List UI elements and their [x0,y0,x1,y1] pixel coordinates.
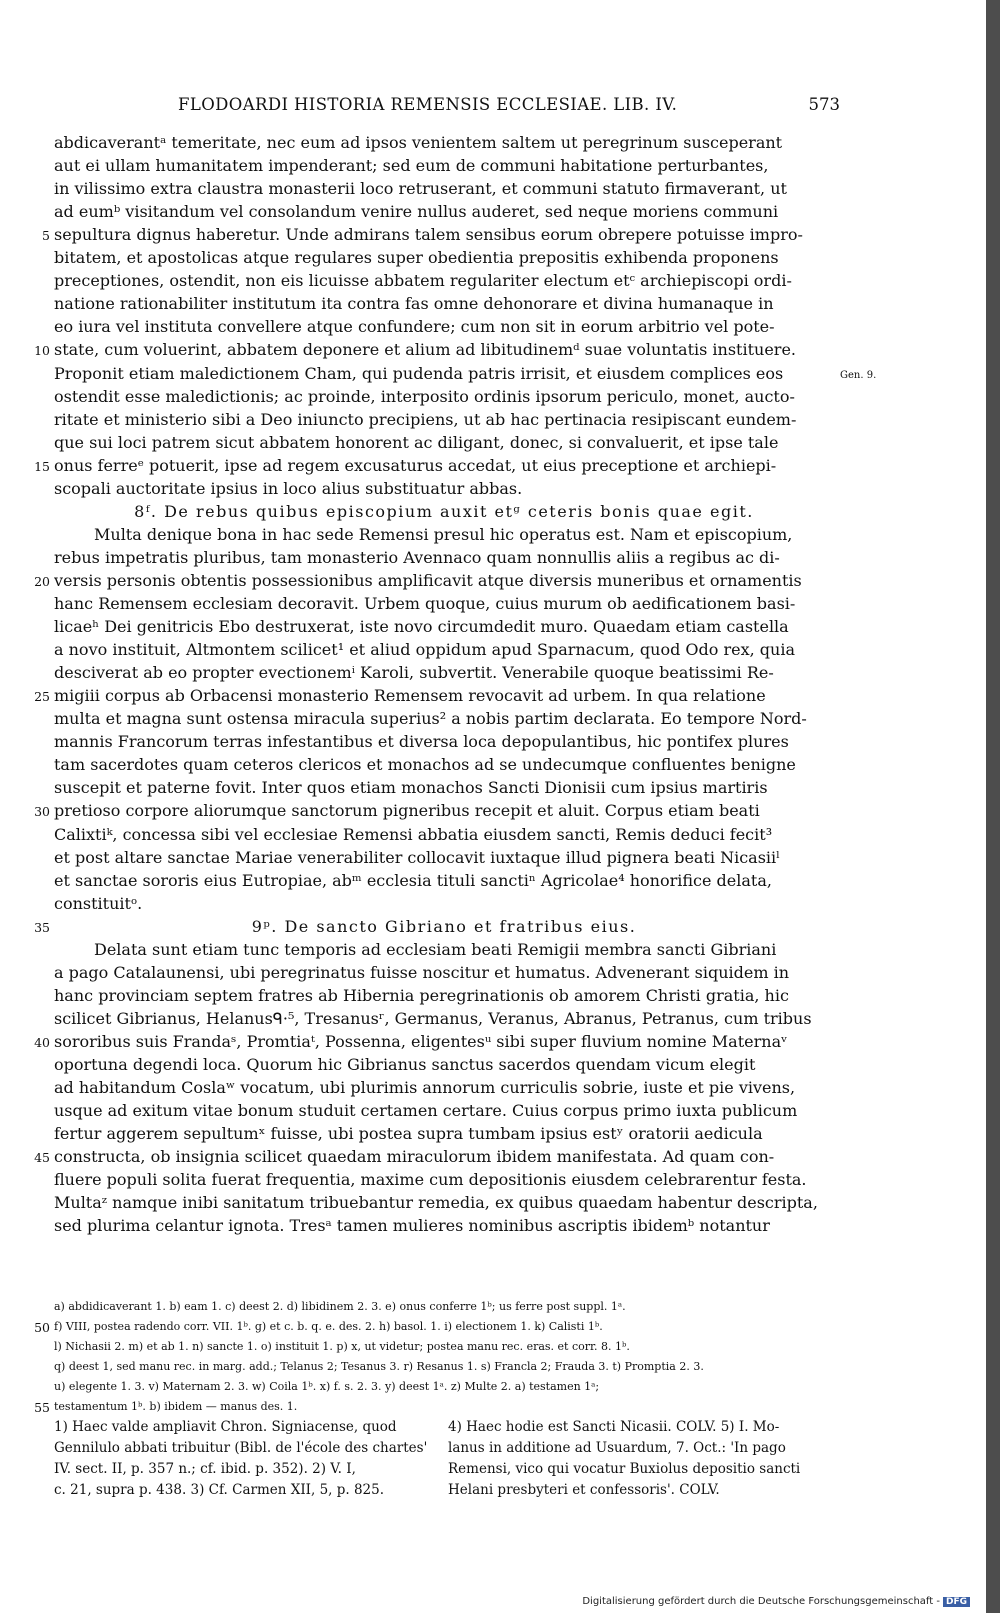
text-line: Delata sunt etiam tunc temporis ad ecclesiam beati Remigii membra sancti Gibriani [94,939,777,959]
text-line: sepultura dignus haberetur. Unde admirans talem sensibus eorum obrepere potuisse impro- [54,225,803,245]
text-line: desciverat ab eo propter evectionemⁱ Karoli, subvertit. Venerabile quoque beatissimi Re- [54,663,774,683]
section-heading: 9ᵖ. De sancto Gibriano et fratribus eius. [251,916,637,936]
text-line: in vilissimo extra claustra monasterii loco retruserant, et communi statuto firmaverant, ut [54,179,787,199]
line-number: 55 [34,1400,50,1415]
section-heading: 8ᶠ. De rebus quibus episcopium auxit etᵍ ceteris bonis quae egit. [134,501,754,521]
text-line: preceptiones, ostendit, non eis licuisse abbatem regulariter electum etᶜ archiepiscopi ordi- [54,271,792,291]
text-line: natione rationabiliter institutum ita contra fas omne dehonorare et divina humanaque in [54,294,774,314]
line-number: 30 [34,804,50,820]
text-line: abdicaverantᵃ temeritate, nec eum ad ipsos venientem saltem ut peregrinum susceperant [54,133,783,152]
text-line: sororibus suis Frandaˢ, Promtiaᵗ, Possenna, eligentesᵘ sibi super fluvium nomine Maternaᵛ [54,1031,788,1051]
note-line: 1) Haec valde ampliavit Chron. Signiacense, quod [54,1419,397,1435]
text-line: suscepit et paterne fovit. Inter quos etiam monachos Sancti Dionisii cum ipsius martiris [54,778,768,798]
line-number: 20 [34,573,50,589]
text-line: Proponit etiam maledictionem Cham, qui pudenda patris irrisit, et eiusdem complices eos [54,363,784,383]
line-number: 5 [42,228,50,244]
apparatus-line: q) deest 1, sed manu rec. in marg. add.; Telanus 2; Tesanus 3. r) Resanus 1. s) Francla 2; Frauda 3. t) Promptia 2. 3. [54,1360,704,1373]
page-number: 573 [808,95,840,114]
note-line: c. 21, supra p. 438. 3) Cf. Carmen XII, 5, p. 825. [54,1482,385,1498]
text-line: eo iura vel instituta convellere atque confundere; cum non sit in eorum arbitrio vel pote- [54,317,775,337]
text-line: ad eumᵇ visitandum vel consolandum venire nullus auderet, sed neque moriens communi [54,202,779,222]
line-number: 15 [34,458,50,474]
text-line: oportuna degendi loca. Quorum hic Gibrianus sanctus sacerdos quendam vicum elegit [54,1055,756,1074]
note-line: IV. sect. II, p. 357 n.; cf. ibid. p. 352). 2) V. I, [54,1461,356,1477]
text-line: migiii corpus ab Orbacensi monasterio Remensem revocavit ad urbem. In qua relatione [54,686,766,706]
text-line: et sanctae sororis eius Eutropiae, abᵐ ecclesia tituli sanctiⁿ Agricolae⁴ honorifice delata, [54,870,772,890]
line-number: 40 [34,1034,50,1050]
text-line: Multaᶻ namque inibi sanitatum tribuebantur remedia, ex quibus quaedam habentur descripta, [54,1193,818,1213]
text-line: a pago Catalaunensi, ubi peregrinatus fuisse noscitur et humatus. Advenerant siquidem in [54,962,790,982]
text-line: ritate et ministerio sibi a Deo iniuncto precipiens, ut ab hac pertinacia resipiscant eundem- [54,409,797,429]
text-line: hanc provinciam septem fratres ab Hibernia peregrinationis ob amorem Christi gratia, hic [54,985,789,1005]
text-line: que sui loci patrem sicut abbatem honorent ac diligant, donec, si convaluerit, et ipse tale [54,432,779,452]
margin-note: Gen. 9. [840,370,877,381]
text-line: constituitᵒ. [54,893,143,913]
apparatus-line: l) Nichasii 2. m) et ab 1. n) sancte 1. o) instituit 1. p) x, ut videtur; postea manu rec. eras. et corr. 8. 1ᵇ. [54,1340,630,1353]
text-line: multa et magna sunt ostensa miracula superius² a nobis partim declarata. Eo tempore Nord- [54,709,807,729]
line-number: 45 [34,1150,50,1166]
text-line: constructa, ob insignia scilicet quaedam miraculorum ibidem manifestata. Ad quam con- [54,1147,775,1167]
line-number: 35 [34,919,50,935]
text-line: rebus impetratis pluribus, tam monasterio Avennaco quam nonnullis aliis a regibus ac di- [54,547,780,567]
running-header [0,95,986,119]
apparatus-line: f) VIII, postea radendo corr. VII. 1ᵇ. g) et c. b. q. e. des. 2. h) basol. 1. i) electionem 1. k) Calisti 1ᵇ. [54,1320,603,1333]
text-line: a novo instituit, Altmontem scilicet¹ et aliud oppidum apud Sparnacum, quod Odo rex, quia [54,640,795,660]
apparatus-line: a) abdidicaverant 1. b) eam 1. c) deest 2. d) libidinem 2. 3. e) onus conferre 1ᵇ; us ferre post suppl. 1ᵃ. [54,1300,626,1313]
text-line: Multa denique bona in hac sede Remensi presul hic operatus est. Nam et episcopium, [94,524,793,544]
line-number: 10 [34,343,50,359]
line-number: 50 [34,1320,50,1335]
text-line: scopali auctoritate ipsius in loco alius substituatur abbas. [54,478,523,498]
note-line: lanus in additione ad Usuardum, 7. Oct.: 'In pago [448,1440,786,1456]
text-line: licaeʰ Dei genitricis Ebo destruxerat, iste novo circumdedit muro. Quaedam etiam castella [54,617,789,637]
text-line: Calixtiᵏ, concessa sibi vel ecclesiae Remensi abbatia eiusdem sancti, Remis deduci fecit³ [54,824,773,844]
text-line: et post altare sanctae Mariae venerabiliter collocavit iuxtaque illud pignera beati Nicasiiˡ [54,847,781,867]
note-line: Gennilulo abbati tribuitur (Bibl. de l'école des chartes' [54,1440,428,1456]
text-line: onus ferreᵉ potuerit, ipse ad regem excusaturus accedat, ut eius preceptione et archiepi- [54,455,777,475]
note-line: Remensi, vico qui vocatur Buxiolus depositio sancti [448,1461,801,1477]
running-title: FLODOARDI HISTORIA REMENSIS ECCLESIAE. LIB. IV. [178,95,678,114]
text-line: ostendit esse maledictionis; ac proinde, interposito ordinis ipsorum periculo, monet, aucto- [54,386,795,406]
text-line: fluere populi solita fuerat frequentia, maxime cum depositionis eiusdem celebrarentur festa. [54,1170,807,1190]
apparatus-line: u) elegente 1. 3. v) Maternam 2. 3. w) Coila 1ᵇ. x) f. s. 2. 3. y) deest 1ᵃ. z) Multe 2. a) testamen 1ᵃ; [54,1380,600,1393]
line-number: 25 [34,689,50,705]
text-line: pretioso corpore aliorumque sanctorum pigneribus recepit et aluit. Corpus etiam beati [54,801,760,821]
dfg-logo: DFG [943,1597,970,1607]
note-line: Helani presbyteri et confessoris'. COLV. [448,1482,720,1498]
digitization-credit [582,1596,970,1607]
text-line: usque ad exitum vitae bonum studuit certamen certare. Cuius corpus primo iuxta publicum [54,1101,798,1121]
text-line: versis personis obtentis possessionibus amplificavit atque diversis muneribus et ornamentis [54,570,802,590]
text-line: bitatem, et apostolicas atque regulares super obedientia prepositis exhibenda proponens [54,248,779,268]
text-line: aut ei ullam humanitatem impenderant; sed eum de communi habitatione perturbantes, [54,156,769,176]
text-line: mannis Francorum terras infestantibus et diversa loca depopulantibus, hic pontifex plures [54,732,789,752]
note-line: 4) Haec hodie est Sancti Nicasii. COLV. 5) I. Mo- [448,1419,780,1435]
text-line: scilicet Gibrianus, Helanusᑫ·⁵, Tresanusʳ, Germanus, Veranus, Abranus, Petranus, cum tribus [54,1008,812,1028]
text-line: fertur aggerem sepultumˣ fuisse, ubi postea supra tumbam ipsius estʸ oratorii aedicula [54,1124,763,1144]
text-line: sed plurima celantur ignota. Tresᵃ tamen mulieres nominibus ascriptis ibidemᵇ notantur [54,1216,770,1236]
apparatus-line: testamentum 1ᵇ. b) ibidem — manus des. 1. [54,1400,298,1413]
text-line: tam sacerdotes quam ceteros clericos et monachos ad se undecumque confluentes benigne [54,755,796,775]
text-line: state, cum voluerint, abbatem deponere et alium ad libitudinemᵈ suae voluntatis instituere. [54,340,796,360]
text-line: ad habitandum Coslaʷ vocatum, ubi plurimis annorum curriculis sobrie, iuste et pie vivens, [54,1078,796,1098]
text-line: hanc Remensem ecclesiam decoravit. Urbem quoque, cuius murum ob aedificationem basi- [54,594,796,613]
credit-text: Digitalisierung gefördert durch die Deutsche Forschungsgemeinschaft - [582,1596,940,1607]
